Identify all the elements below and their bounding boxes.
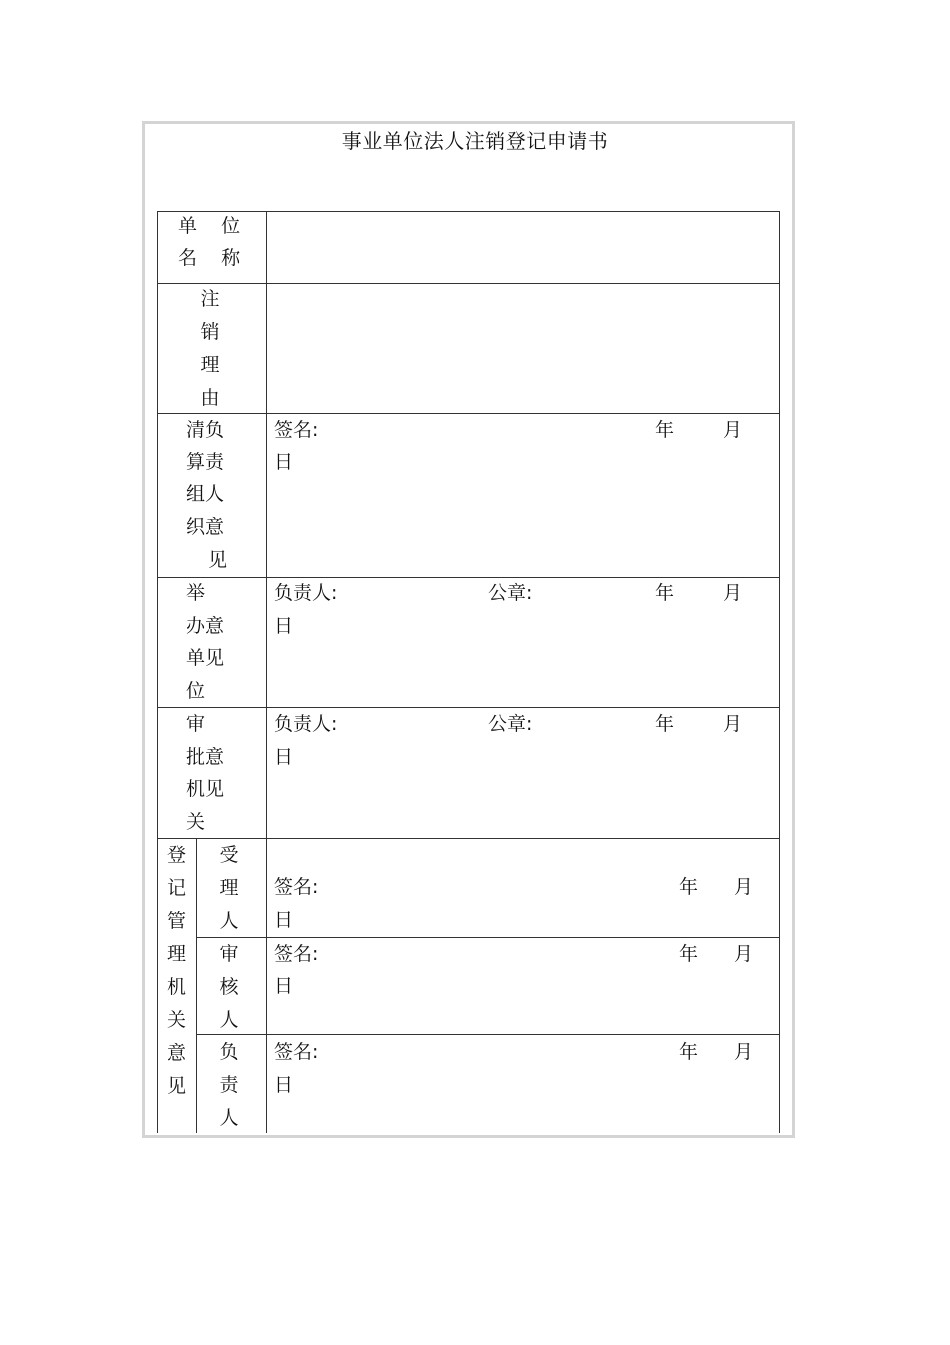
liquidation-month-label: 月 — [723, 419, 743, 441]
approval-seal-label: 公章: — [488, 713, 533, 735]
liquidation-sign-label: 签名: — [274, 419, 319, 441]
sponsor-day-label: 日 — [274, 615, 294, 637]
approval-label-line4: 关 — [186, 811, 206, 833]
liquidation-day-label: 日 — [274, 451, 294, 473]
reviewer-month-label: 月 — [734, 943, 754, 965]
row-divider — [196, 1034, 780, 1035]
receiver-month-label: 月 — [734, 876, 754, 898]
row-divider — [157, 283, 780, 284]
approval-label-line1: 审 — [186, 713, 206, 735]
approval-day-label: 日 — [274, 746, 294, 768]
sponsor-responsible-label: 负责人: — [274, 582, 338, 604]
column-divider — [196, 838, 197, 1133]
head-sign-label: 签名: — [274, 1041, 319, 1063]
approval-responsible-label: 负责人: — [274, 713, 338, 735]
unit-name-field[interactable] — [268, 213, 778, 282]
sponsor-label-line1: 举 — [186, 582, 206, 604]
row-divider — [157, 707, 780, 708]
approval-month-label: 月 — [723, 713, 743, 735]
head-day-label: 日 — [274, 1074, 294, 1096]
receiver-year-label: 年 — [679, 876, 699, 898]
liquidation-label-line3: 组人 — [186, 483, 225, 505]
sponsor-seal-label: 公章: — [488, 582, 533, 604]
liquidation-label-line5: 见 — [208, 549, 228, 571]
receiver-label: 受 理 人 — [219, 844, 239, 932]
row-divider — [157, 577, 780, 578]
liquidation-label-line1: 清负 — [186, 419, 225, 441]
row-divider — [157, 838, 780, 839]
reviewer-year-label: 年 — [679, 943, 699, 965]
reason-field[interactable] — [268, 285, 778, 412]
sponsor-month-label: 月 — [723, 582, 743, 604]
head-label: 负 责 人 — [219, 1041, 239, 1129]
reviewer-day-label: 日 — [274, 975, 294, 997]
approval-label-line2: 批意 — [186, 746, 225, 768]
liquidation-label-line2: 算责 — [186, 451, 225, 473]
registry-label: 登 记 管 理 机 关 意 见 — [166, 844, 186, 1097]
head-month-label: 月 — [734, 1041, 754, 1063]
unit-name-label-line2: 名 称 — [178, 247, 241, 269]
approval-label-line3: 机见 — [186, 778, 225, 800]
page-title: 事业单位法人注销登记申请书 — [341, 129, 609, 153]
receiver-day-label: 日 — [274, 909, 294, 931]
reviewer-label: 审 核 人 — [219, 943, 239, 1031]
reviewer-sign-label: 签名: — [274, 943, 319, 965]
liquidation-label-line4: 织意 — [186, 516, 225, 538]
approval-year-label: 年 — [655, 713, 675, 735]
unit-name-label-line1: 单 位 — [178, 215, 241, 237]
column-divider — [266, 211, 267, 1133]
reason-label: 注 销 理 由 — [200, 288, 220, 409]
row-divider — [157, 413, 780, 414]
sponsor-label-line3: 单见 — [186, 647, 225, 669]
sponsor-label-line2: 办意 — [186, 615, 225, 637]
sponsor-label-line4: 位 — [186, 680, 206, 702]
head-year-label: 年 — [679, 1041, 699, 1063]
sponsor-year-label: 年 — [655, 582, 675, 604]
receiver-sign-label: 签名: — [274, 876, 319, 898]
liquidation-year-label: 年 — [655, 419, 675, 441]
